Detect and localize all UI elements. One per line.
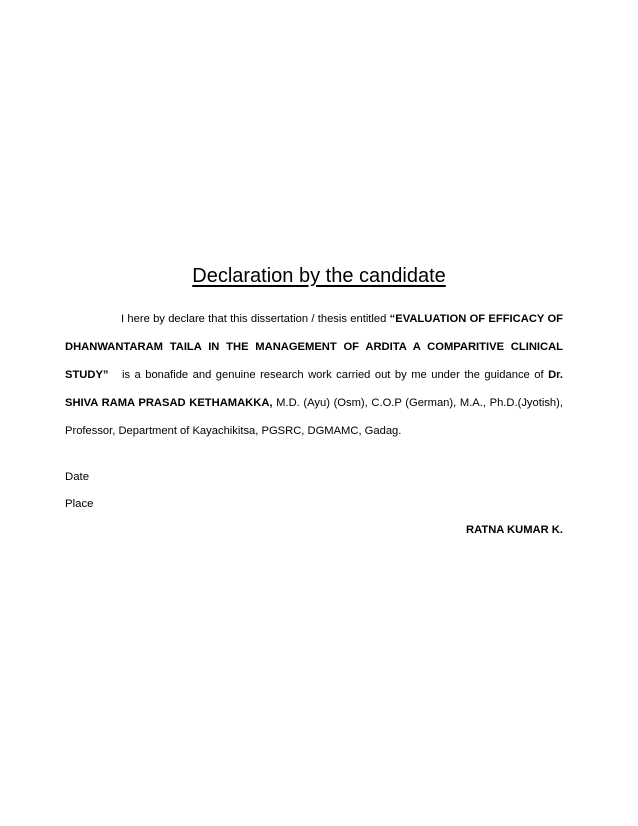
declaration-intro: I here by declare that this dissertation / thesis entitled [121, 313, 390, 325]
page-title: Declaration by the candidate [192, 265, 446, 287]
date-label: Date [65, 471, 90, 483]
place-label: Place [65, 498, 94, 510]
declaration-middle: is a bonafide and genuine research work carried out by me under the guidance of [108, 369, 549, 381]
thesis-title: “EVALUATION OF EFFICACY OF DHANWANTARAM TAILA IN THE MANAGEMENT OF ARDITA A COMPARITIVE CLINICAL STUDY” [65, 313, 563, 381]
signatory-name: RATNA KUMAR K. [466, 524, 563, 536]
declaration-paragraph [65, 305, 563, 445]
guide-details: M.D. (Ayu) (Osm), C.O.P (German), M.A., Ph.D.(Jyotish), Professor, Department of Kayachikitsa, PGSRC, DGMAMC, Gadag. [65, 397, 563, 437]
guide-name: Dr. SHIVA RAMA PRASAD KETHAMAKKA, [65, 369, 563, 409]
